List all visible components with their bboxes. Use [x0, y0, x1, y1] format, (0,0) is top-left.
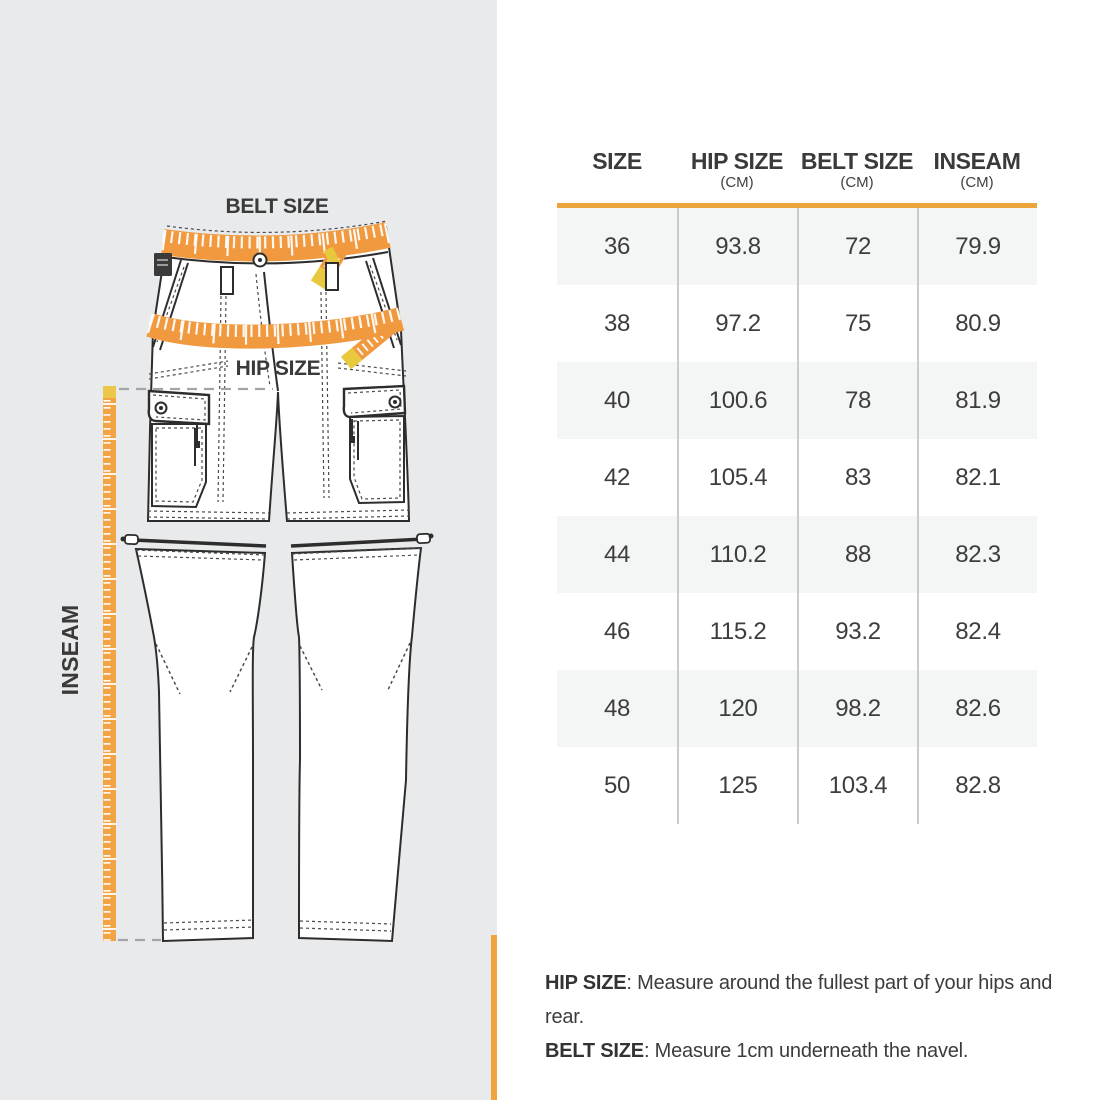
inseam-diagram-label: INSEAM [57, 604, 83, 696]
table-row: 50 125 103.4 82.8 [557, 747, 1037, 824]
inseam-ruler [103, 386, 116, 941]
column-header-belt-size: BELT SIZE (CM) [800, 148, 914, 191]
table-row: 42 105.4 83 82.1 [557, 439, 1037, 516]
table-row: 40 100.6 78 81.9 [557, 362, 1037, 439]
pants-diagram [0, 0, 497, 1100]
cargo-pocket-left [149, 391, 209, 507]
belt-loop [326, 263, 338, 290]
table-row: 38 97.2 75 80.9 [557, 285, 1037, 362]
hip-size-diagram-label: HIP SIZE [235, 357, 321, 380]
pants-leg-right [292, 548, 421, 941]
table-row: 48 120 98.2 82.6 [557, 670, 1037, 747]
column-header-inseam: INSEAM (CM) [933, 148, 1021, 191]
table-header-row [557, 148, 1037, 192]
belt-loop [221, 267, 233, 294]
table-body [557, 208, 1037, 824]
size-table [557, 148, 1037, 824]
cargo-pocket-right [344, 386, 405, 503]
hip-size-note: HIP SIZE: Measure around the fullest part of your hips and rear. [545, 972, 1053, 1028]
table-row: 44 110.2 88 82.3 [557, 516, 1037, 593]
column-header-size: SIZE [592, 148, 642, 174]
accent-bar [491, 935, 497, 1100]
table-row: 46 115.2 93.2 82.4 [557, 593, 1037, 670]
belt-size-note: BELT SIZE: Measure 1cm underneath the navel. [545, 1040, 969, 1062]
belt-size-diagram-label: BELT SIZE [225, 195, 329, 218]
pants-leg-left [136, 549, 265, 941]
table-row: 36 93.8 72 79.9 [557, 208, 1037, 285]
measurement-instructions [545, 966, 1085, 1068]
brand-patch [154, 253, 172, 276]
column-header-hip-size: HIP SIZE (CM) [690, 148, 784, 191]
size-guide-illustration-panel [0, 0, 497, 1100]
